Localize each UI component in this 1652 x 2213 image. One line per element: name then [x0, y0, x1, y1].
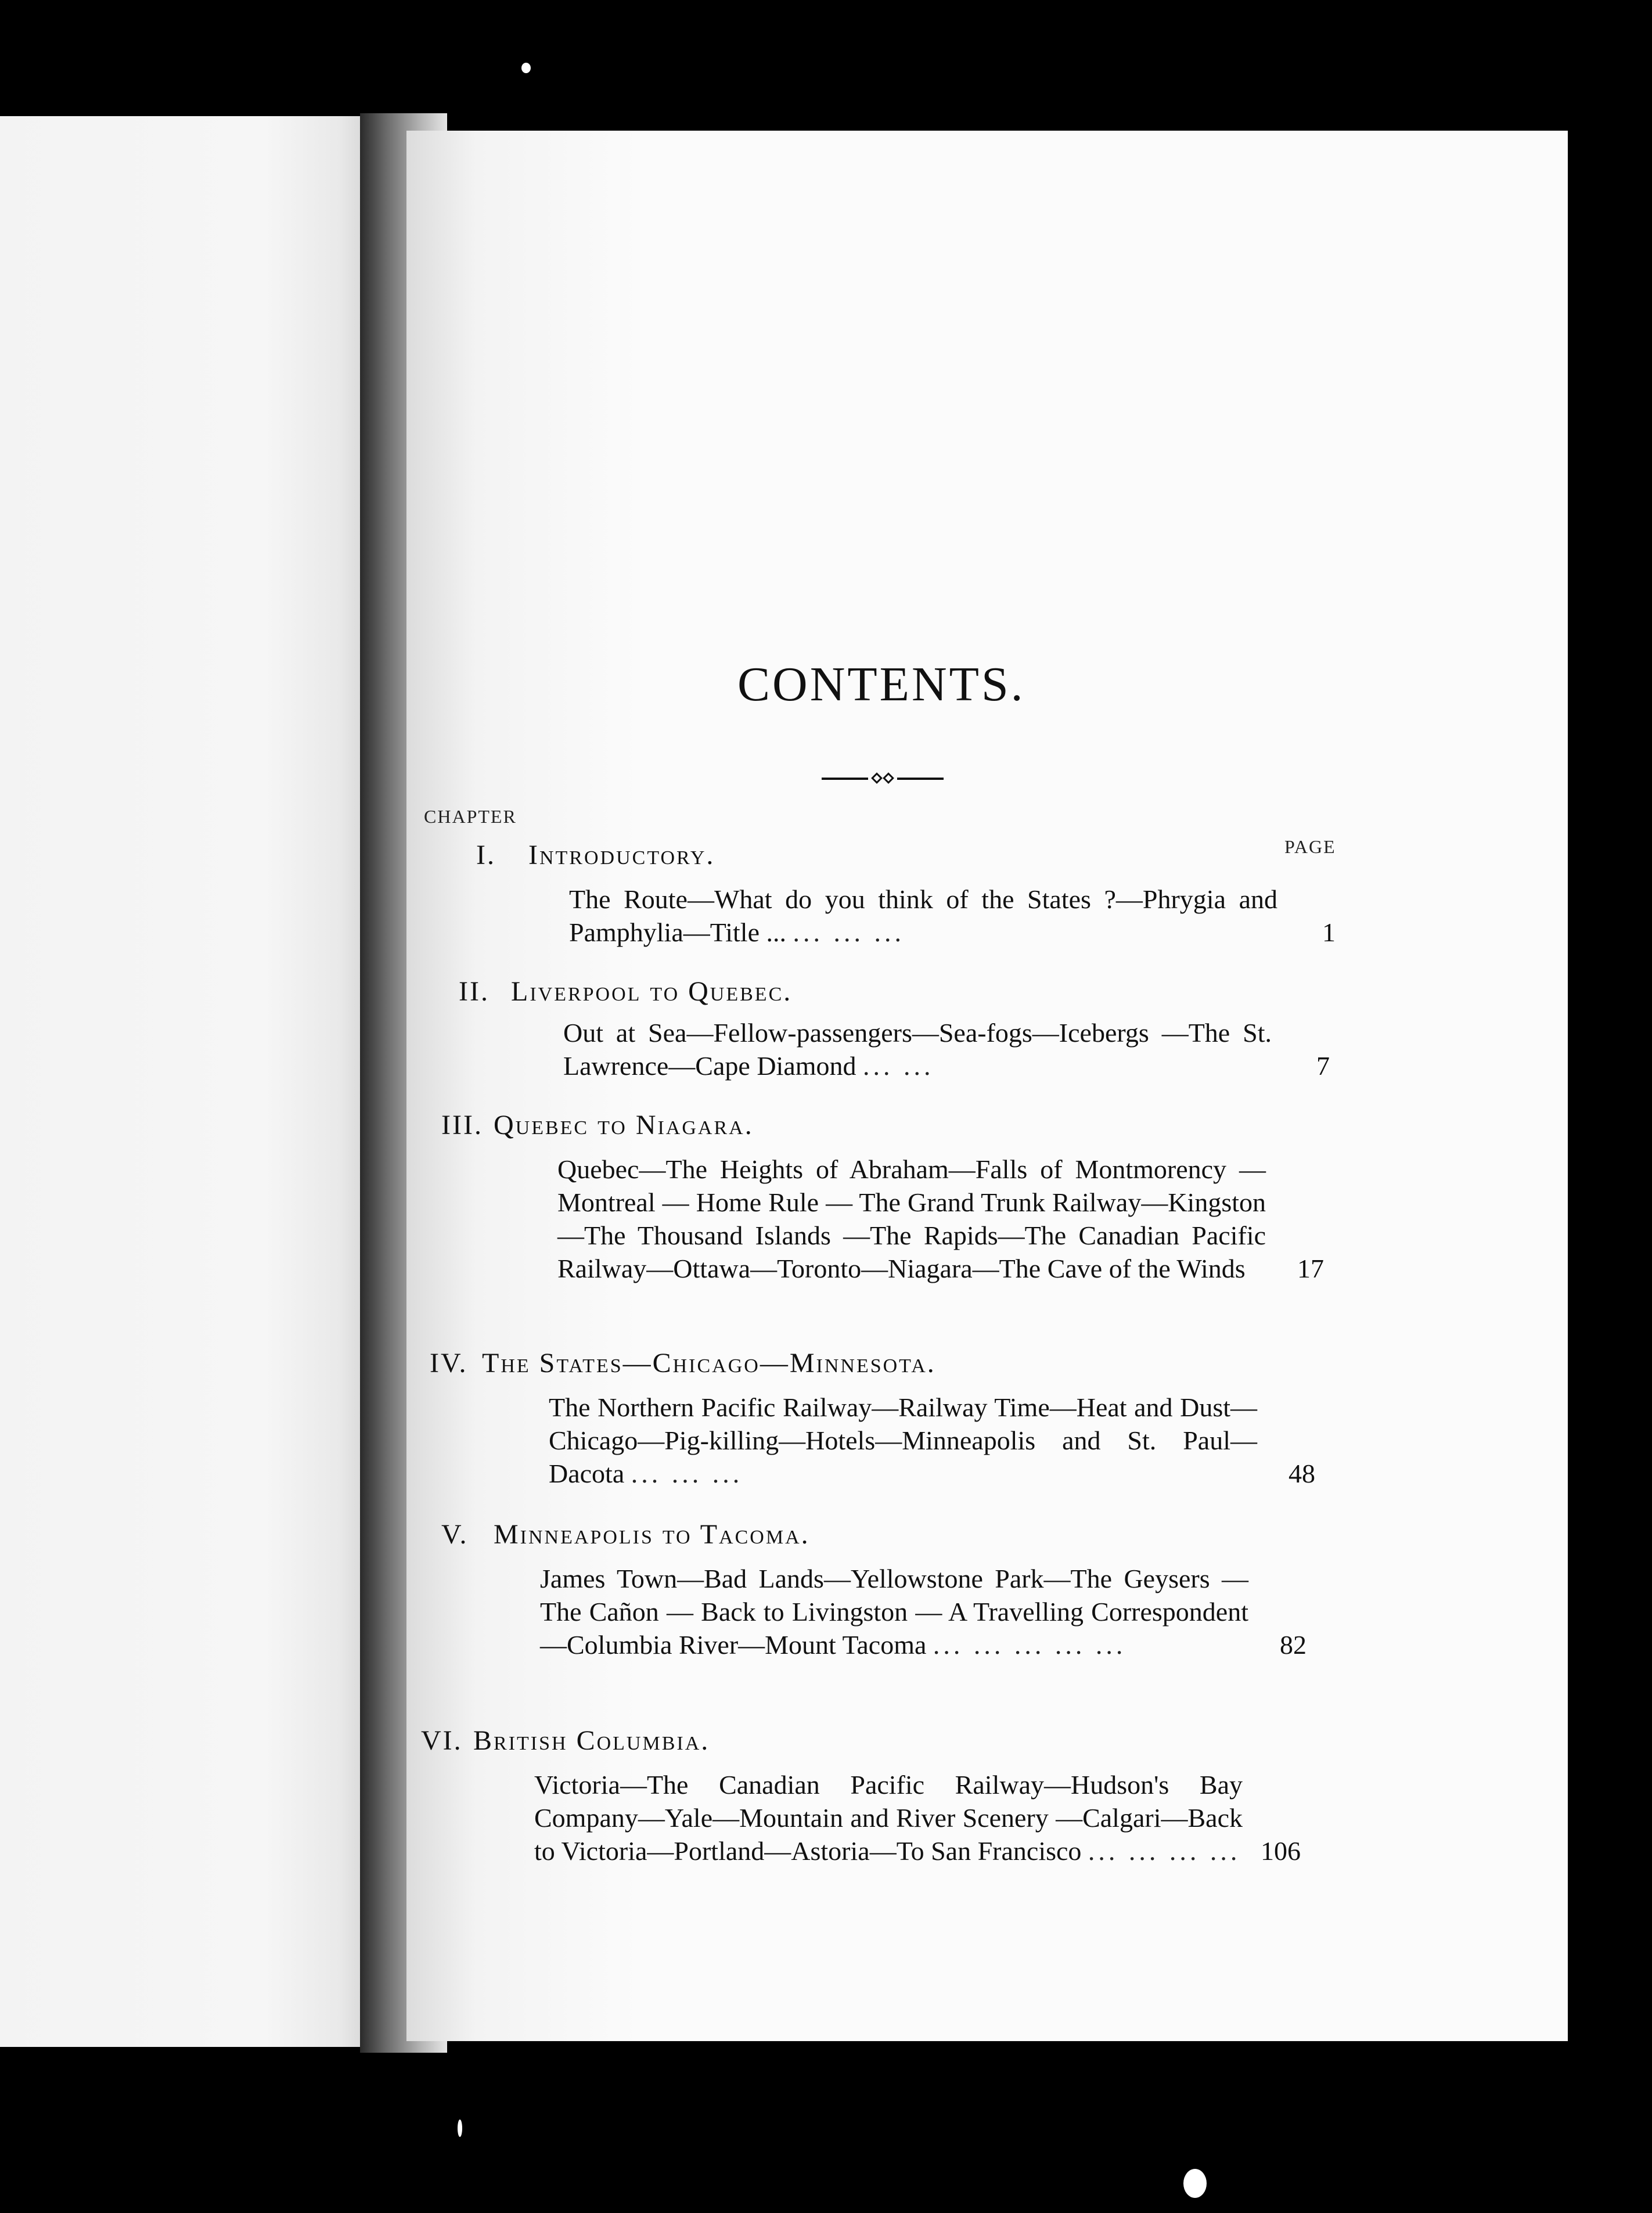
chapter-title [476, 839, 715, 871]
chapter-title [441, 1109, 754, 1141]
chapter-summary-text: The Route—What do you think of the States ?—Phrygia and Pamphylia—Title ... [569, 884, 1277, 947]
leader-dots: ... ... [863, 1051, 934, 1081]
chapter-page-number: 17 [1297, 1254, 1324, 1283]
dust-speck [1183, 2169, 1207, 2198]
left-page [0, 116, 377, 2047]
chapter-summary [540, 1562, 1307, 1661]
ornament-divider [822, 772, 944, 784]
chapter-summary [563, 1016, 1330, 1082]
chapter-page-number: 1 [1322, 917, 1336, 947]
chapter-summary [549, 1391, 1315, 1490]
leader-dots: ... ... ... ... [1088, 1836, 1241, 1866]
chapter-title-text: Minneapolis to Tacoma. [494, 1519, 810, 1550]
chapter-title [459, 976, 792, 1007]
chapter-summary [534, 1768, 1301, 1867]
chapter-page-number: 48 [1289, 1459, 1315, 1488]
chapter-title-text: Quebec to Niagara. [494, 1110, 754, 1140]
chapter-numeral: VI. [421, 1725, 463, 1756]
chapter-summary [557, 1153, 1324, 1285]
leader-dots: ... ... ... ... ... [933, 1630, 1126, 1660]
page-column-label: PAGE [1284, 836, 1336, 857]
leader-dots: ... ... ... [631, 1459, 743, 1488]
chapter-title-text: British Columbia. [473, 1725, 710, 1756]
chapter-summary-text: The Northern Pacific Railway—Railway Time—Heat and Dust—Chicago—Pig-killing—Hotels—Minneapolis and St. Paul—Dacota [549, 1392, 1257, 1488]
chapter-summary [569, 883, 1336, 949]
leader-dots: ... ... ... [793, 917, 905, 947]
chapter-summary-text: Victoria—The Canadian Pacific Railway—Hudson's Bay Company—Yale—Mountain and River Scenery —Calgari—Back to Victoria—Portland—Astoria—To San Francisco [534, 1770, 1243, 1866]
chapter-title-text: The States—Chicago—Minnesota. [482, 1348, 936, 1379]
chapter-page-number: 82 [1280, 1630, 1307, 1660]
chapter-numeral: V. [441, 1519, 469, 1550]
chapter-title [441, 1518, 810, 1550]
chapter-column-label: CHAPTER [424, 806, 517, 827]
chapter-page-number: 106 [1261, 1836, 1301, 1866]
dust-speck [458, 2120, 462, 2137]
chapter-summary-text: James Town—Bad Lands—Yellowstone Park—The Geysers — The Cañon — Back to Livingston — A Travelling Correspondent—Columbia River—Mount Tacoma [540, 1564, 1248, 1660]
chapter-numeral: IV. [430, 1348, 468, 1379]
chapter-summary-text: Quebec—The Heights of Abraham—Falls of Montmorency — Montreal — Home Rule — The Grand Trunk Railway—Kingston—The Thousand Islands —The Rapids—The Canadian Pacific Railway—Ottawa—Toronto—Niagara—The Cave of the Winds [557, 1154, 1266, 1283]
chapter-title [430, 1347, 936, 1379]
chapter-numeral: I. [476, 840, 496, 870]
chapter-title [421, 1725, 710, 1757]
chapter-page-number: 7 [1316, 1051, 1330, 1081]
dust-speck [521, 63, 531, 73]
chapter-numeral: III. [441, 1110, 483, 1140]
chapter-summary-text: Out at Sea—Fellow-passengers—Sea-fogs—Icebergs —The St. Lawrence—Cape Diamond [563, 1018, 1272, 1081]
chapter-numeral: II. [459, 976, 490, 1007]
chapter-title-text: Introductory. [528, 840, 715, 870]
chapter-title-text: Liverpool to Quebec. [511, 976, 793, 1007]
page-heading: CONTENTS. [737, 657, 1025, 711]
